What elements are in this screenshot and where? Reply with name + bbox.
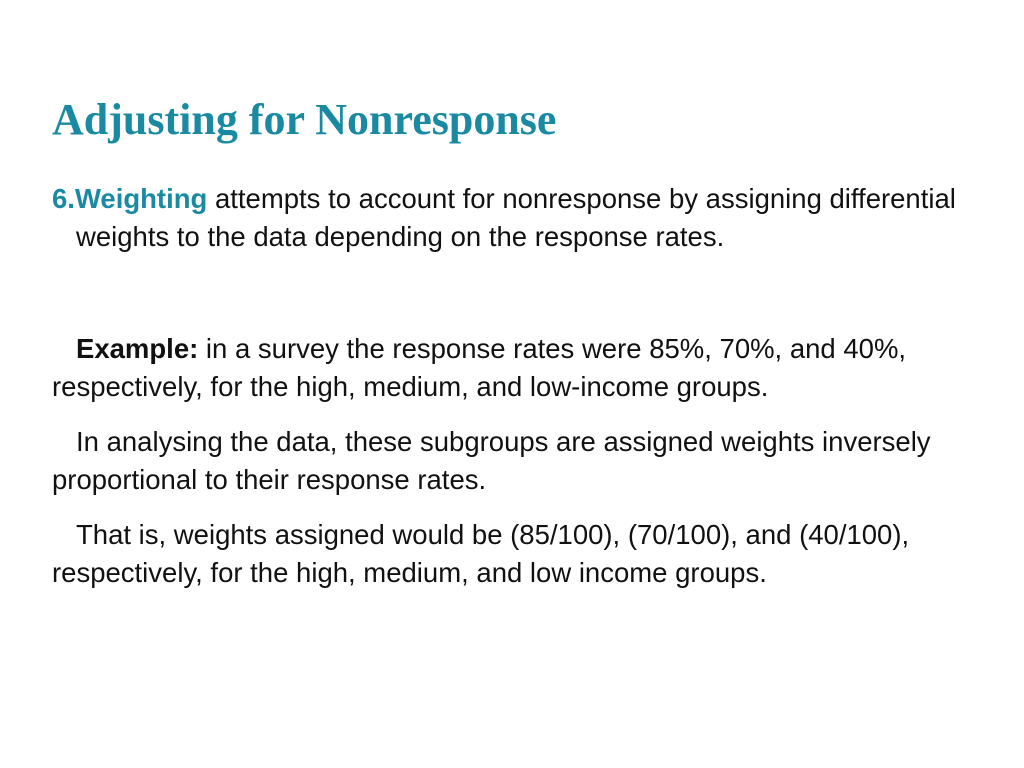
weights-paragraph: That is, weights assigned would be (85/100), (70/100), and (40/100), respectively, for the high, medium, and low income groups.	[52, 519, 910, 588]
example-label: Example:	[76, 333, 199, 364]
example-text: in a survey the response rates were 85%, 70%, and 40%, respectively, for the high, medium, and low-income groups.	[52, 333, 907, 402]
definition-number: 6.	[52, 183, 75, 214]
slide-body	[52, 180, 992, 592]
weighting-definition	[52, 180, 992, 256]
example-paragraph	[52, 330, 992, 406]
slide-title: Adjusting for Nonresponse	[52, 95, 557, 144]
definition-term: Weighting	[74, 183, 208, 214]
analysis-paragraph: In analysing the data, these subgroups are assigned weights inversely proportional to their response rates.	[52, 426, 931, 495]
definition-text: attempts to account for nonresponse by assigning differential weights to the data depending on the response rates.	[76, 183, 956, 252]
